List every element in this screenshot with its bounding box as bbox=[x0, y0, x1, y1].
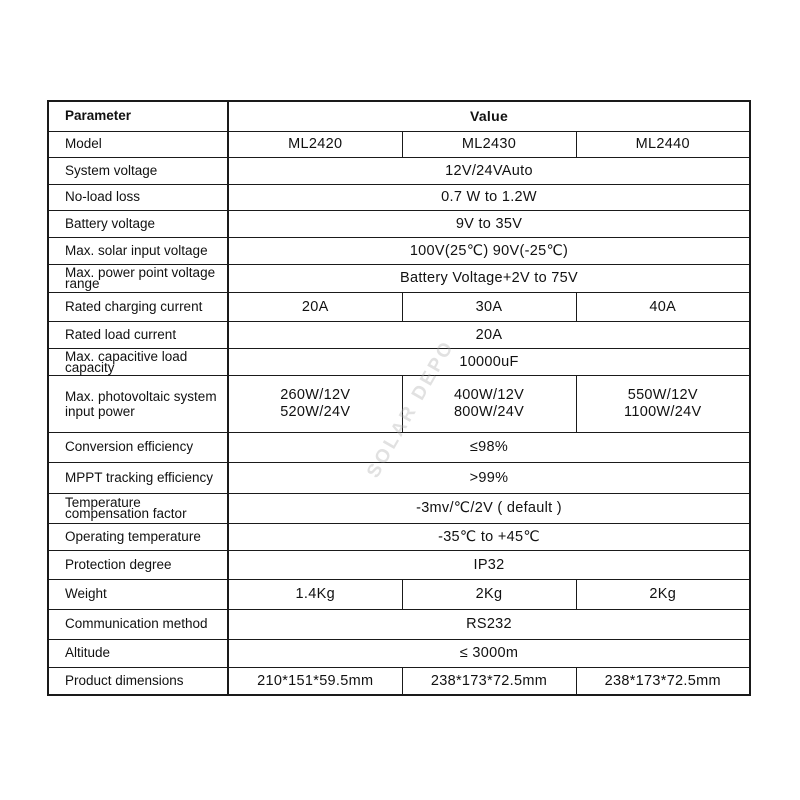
value-protection-degree: IP32 bbox=[228, 550, 750, 579]
label-line-1: Max. capacitive load bbox=[65, 348, 188, 364]
charging-current-ml2430: 30A bbox=[402, 292, 576, 321]
model-ml2420: ML2420 bbox=[228, 131, 402, 157]
charging-current-ml2420: 20A bbox=[228, 292, 402, 321]
pv-power-24v: 800W/24V bbox=[453, 403, 525, 420]
dimensions-ml2440: 238*173*72.5mm bbox=[576, 667, 750, 695]
pv-power-24v: 1100W/24V bbox=[624, 403, 702, 420]
row-conversion-efficiency bbox=[48, 432, 750, 462]
dimensions-ml2430: 238*173*72.5mm bbox=[402, 667, 576, 695]
value-altitude: ≤ 3000m bbox=[228, 639, 750, 667]
row-protection-degree bbox=[48, 550, 750, 579]
pv-power-ml2420 bbox=[228, 375, 402, 432]
label-system-voltage: System voltage bbox=[48, 157, 228, 184]
label-max-power-point-voltage-range bbox=[48, 264, 228, 292]
label-weight: Weight bbox=[48, 579, 228, 609]
label-max-pv-system-input-power bbox=[48, 375, 228, 432]
label-line-1: Temperature bbox=[65, 495, 141, 510]
label-conversion-efficiency: Conversion efficiency bbox=[48, 432, 228, 462]
label-model: Model bbox=[48, 131, 228, 157]
row-battery-voltage bbox=[48, 210, 750, 237]
watermark: SOLAR DEPO bbox=[362, 336, 459, 482]
charging-current-ml2440: 40A bbox=[576, 292, 750, 321]
value-rated-load-current: 20A bbox=[228, 321, 750, 348]
header-row bbox=[48, 101, 750, 131]
label-line-2: range bbox=[65, 276, 100, 291]
label-line-2: input power bbox=[65, 403, 135, 419]
row-no-load-loss bbox=[48, 184, 750, 210]
label-communication-method: Communication method bbox=[48, 609, 228, 639]
pv-power-24v: 520W/24V bbox=[280, 403, 351, 420]
row-max-capacitive-load-capacity bbox=[48, 348, 750, 375]
label-max-capacitive-load-capacity bbox=[48, 348, 228, 375]
value-operating-temperature: -35℃ to +45℃ bbox=[228, 523, 750, 550]
label-line-1: Max. photovoltaic system bbox=[65, 388, 217, 404]
row-model bbox=[48, 131, 750, 157]
row-mppt-tracking-efficiency bbox=[48, 462, 750, 493]
row-operating-temperature bbox=[48, 523, 750, 550]
label-operating-temperature: Operating temperature bbox=[48, 523, 228, 550]
value-communication-method: RS232 bbox=[228, 609, 750, 639]
label-line-2: capacity bbox=[65, 359, 115, 375]
label-rated-charging-current: Rated charging current bbox=[48, 292, 228, 321]
value-temperature-compensation-factor: -3mv/℃/2V ( default ) bbox=[228, 493, 750, 523]
row-max-solar-input-voltage bbox=[48, 237, 750, 264]
label-no-load-loss: No-load loss bbox=[48, 184, 228, 210]
value-conversion-efficiency: ≤98% bbox=[228, 432, 750, 462]
header-value: Value bbox=[228, 101, 750, 131]
value-no-load-loss: 0.7 W to 1.2W bbox=[228, 184, 750, 210]
pv-power-12v: 400W/12V bbox=[453, 386, 525, 403]
pv-power-ml2440 bbox=[576, 375, 750, 432]
row-altitude bbox=[48, 639, 750, 667]
row-rated-charging-current bbox=[48, 292, 750, 321]
pv-power-12v: 550W/12V bbox=[627, 386, 698, 403]
weight-ml2430: 2Kg bbox=[402, 579, 576, 609]
dimensions-ml2420: 210*151*59.5mm bbox=[228, 667, 402, 695]
label-rated-load-current: Rated load current bbox=[48, 321, 228, 348]
weight-ml2440: 2Kg bbox=[576, 579, 750, 609]
label-line-1: Max. power point voltage bbox=[65, 265, 216, 280]
row-communication-method bbox=[48, 609, 750, 639]
label-protection-degree: Protection degree bbox=[48, 550, 228, 579]
row-temperature-compensation-factor bbox=[48, 493, 750, 523]
row-max-power-point-voltage-range bbox=[48, 264, 750, 292]
value-battery-voltage: 9V to 35V bbox=[228, 210, 750, 237]
value-max-capacitive-load-capacity: 10000uF bbox=[228, 348, 750, 375]
value-max-solar-input-voltage: 100V(25℃) 90V(-25℃) bbox=[228, 237, 750, 264]
pv-power-12v: 260W/12V bbox=[280, 386, 351, 403]
model-ml2430: ML2430 bbox=[402, 131, 576, 157]
pv-power-ml2430 bbox=[402, 375, 576, 432]
row-max-pv-system-input-power bbox=[48, 375, 750, 432]
weight-ml2420: 1.4Kg bbox=[228, 579, 402, 609]
row-system-voltage bbox=[48, 157, 750, 184]
label-line-2: compensation factor bbox=[65, 506, 187, 521]
model-ml2440: ML2440 bbox=[576, 131, 750, 157]
value-max-power-point-voltage-range: Battery Voltage+2V to 75V bbox=[228, 264, 750, 292]
header-parameter: Parameter bbox=[48, 101, 228, 131]
row-product-dimensions bbox=[48, 667, 750, 695]
label-product-dimensions: Product dimensions bbox=[48, 667, 228, 695]
label-temperature-compensation-factor bbox=[48, 493, 228, 523]
row-weight bbox=[48, 579, 750, 609]
label-battery-voltage: Battery voltage bbox=[48, 210, 228, 237]
value-mppt-tracking-efficiency: >99% bbox=[228, 462, 750, 493]
label-mppt-tracking-efficiency: MPPT tracking efficiency bbox=[48, 462, 228, 493]
label-max-solar-input-voltage: Max. solar input voltage bbox=[48, 237, 228, 264]
row-rated-load-current bbox=[48, 321, 750, 348]
label-altitude: Altitude bbox=[48, 639, 228, 667]
value-system-voltage: 12V/24VAuto bbox=[228, 157, 750, 184]
specification-table bbox=[47, 100, 751, 696]
